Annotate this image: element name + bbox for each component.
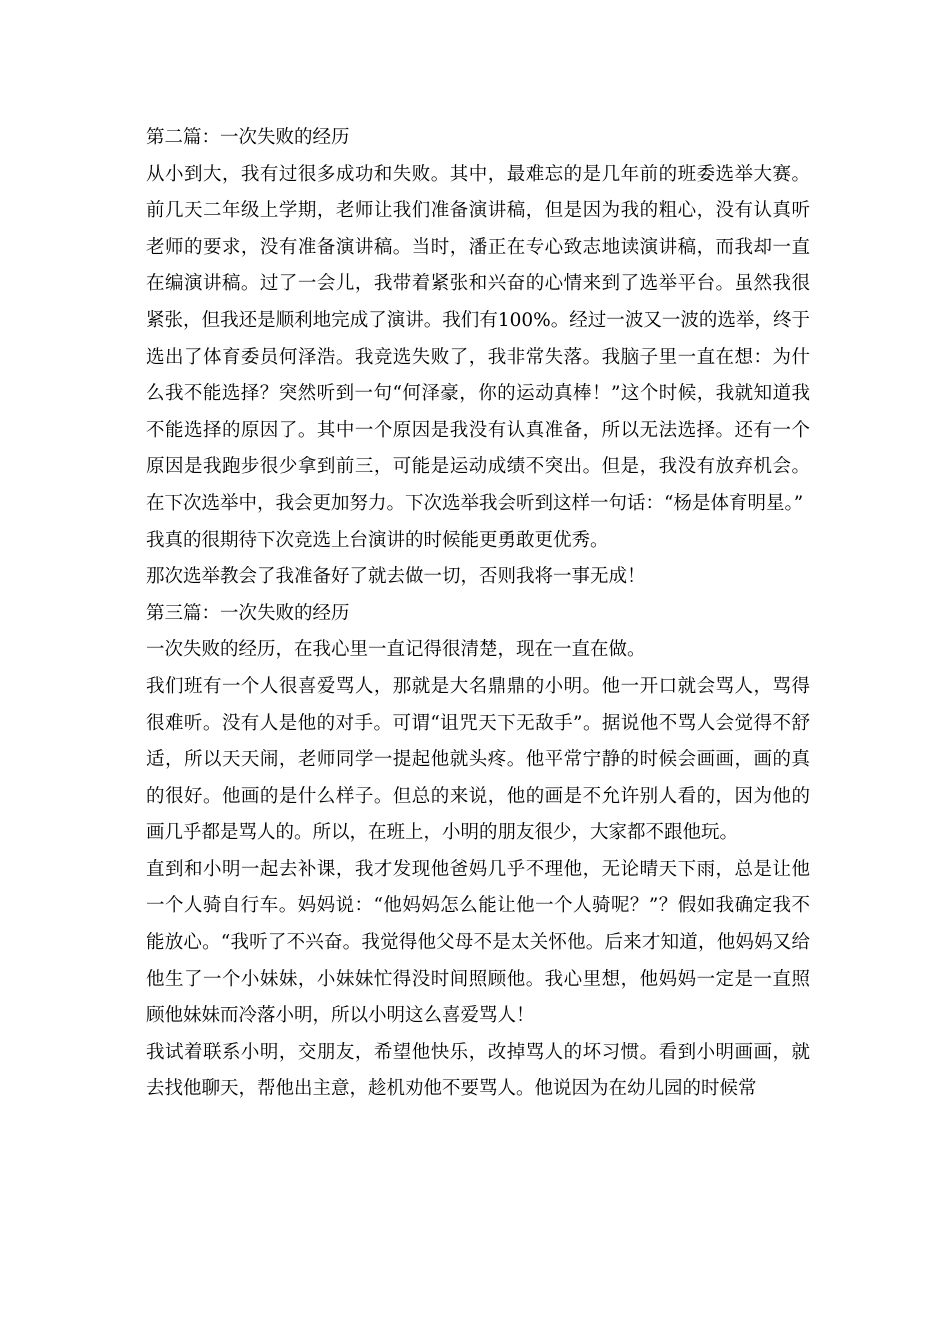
paragraph: 我们班有一个人很喜爱骂人，那就是大名鼎鼎的小明。他一开口就会骂人，骂得很难听。没有人是他的对手。可谓“诅咒天下无敌手”。据说他不骂人会觉得不舒适，所以天天闹，老师同学一提起他就头疼。他平常宁静的时候会画画，画的真的很好。他画的是什么样子。但总的来说，他的画是不允许别人看的，因为他的画几乎都是骂人的。所以，在班上，小明的朋友很少，大家都不跟他玩。 (146, 675, 810, 844)
paragraph: 一次失败的经历，在我心里一直记得很清楚，现在一直在做。 (146, 639, 646, 661)
section-heading-3: 第三篇：一次失败的经历 (146, 602, 350, 624)
paragraph: 直到和小明一起去补课，我才发现他爸妈几乎不理他，无论晴天下雨，总是让他一个人骑自行车。妈妈说：“他妈妈怎么能让他一个人骑呢？”？假如我确定我不能放心。“我听了不兴奋。我觉得他父母不是太关怀他。后来才知道，他妈妈又给他生了一个小妹妹，小妹妹忙得没时间照顾他。我心里想，他妈妈一定是一直照顾他妹妹而冷落小明，所以小明这么喜爱骂人！ (146, 858, 810, 1027)
paragraph: 我真的很期待下次竞选上台演讲的时候能更勇敢更优秀。 (146, 529, 609, 551)
document-body (146, 120, 810, 1108)
paragraph: 我试着联系小明，交朋友，希望他快乐，改掉骂人的坏习惯。看到小明画画，就去找他聊天，帮他出主意，趁机劝他不要骂人。他说因为在幼儿园的时候常 (146, 1041, 810, 1100)
section-heading-2: 第二篇：一次失败的经历 (146, 127, 350, 148)
paragraph: 那次选举教会了我准备好了就去做一切，否则我将一事无成！ (146, 566, 646, 588)
paragraph: 从小到大，我有过很多成功和失败。其中，最难忘的是几年前的班委选举大赛。前几天二年级上学期，老师让我们准备演讲稿，但是因为我的粗心，没有认真听老师的要求，没有准备演讲稿。当时，潘正在专心致志地读演讲稿，而我却一直在编演讲稿。过了一会儿，我带着紧张和兴奋的心情来到了选举平台。虽然我很紧张，但我还是顺利地完成了演讲。我们有100%。经过一波又一波的选举，终于选出了体育委员何泽浩。我竞选失败了，我非常失落。我脑子里一直在想：为什么我不能选择？突然听到一句“何泽豪，你的运动真棒！”这个时候，我就知道我不能选择的原因了。其中一个原因是我没有认真准备，所以无法选择。还有一个原因是我跑步很少拿到前三，可能是运动成绩不突出。但是，我没有放弃机会。在下次选举中，我会更加努力。下次选举我会听到这样一句话：“杨是体育明星。” (146, 163, 810, 514)
